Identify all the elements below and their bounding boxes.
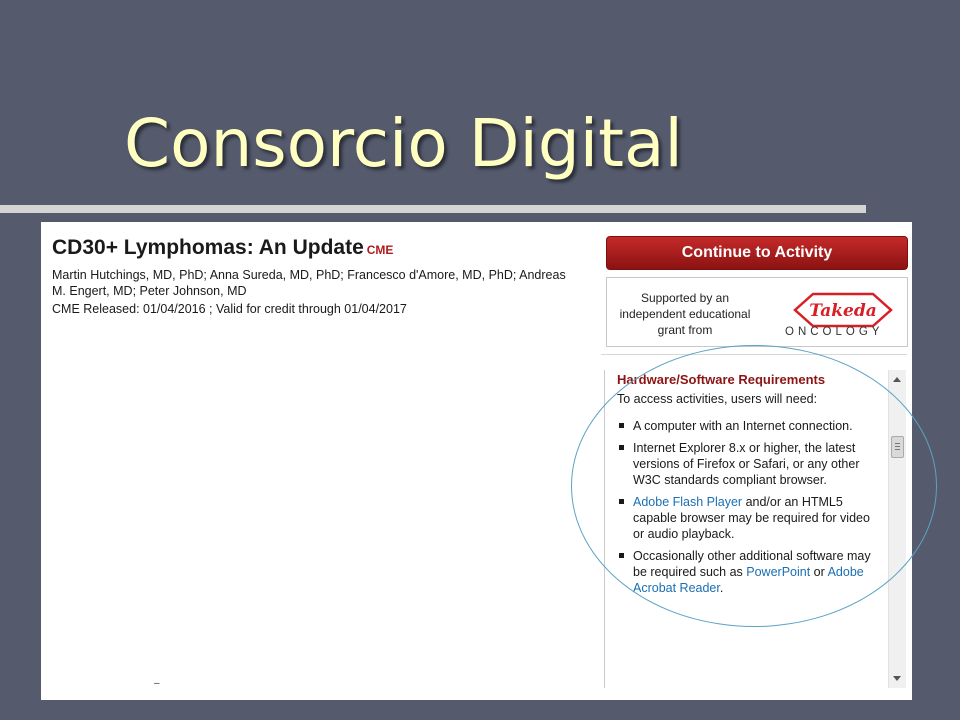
requirement-text: A computer with an Internet connection. [633,419,853,433]
powerpoint-link[interactable]: PowerPoint [746,565,811,579]
title-divider [0,205,866,213]
continue-to-activity-button[interactable]: Continue to Activity [606,236,908,270]
adobe-flash-link[interactable]: Adobe Flash Player [633,495,743,509]
release-info: CME Released: 01/04/2016 ; Valid for credit through 01/04/2017 [52,302,407,316]
activity-title-text: CD30+ Lymphomas: An Update [52,236,364,259]
support-box [606,277,908,347]
cme-badge: CME [366,243,394,257]
takeda-logo-text: Takeda [809,301,877,321]
oncology-subtext: ONCOLOGY [785,326,884,338]
scroll-down-icon[interactable] [893,676,901,681]
scroll-up-icon[interactable] [893,377,901,382]
requirements-title: Hardware/Software Requirements [617,372,826,387]
requirement-text: Internet Explorer 8.x or higher, the latest versions of Firefox or Safari, or any other W3C standards compliant browser. [633,441,860,487]
requirements-intro: To access activities, users will need: [617,392,818,406]
requirement-text: and/or an HTML5 capable browser may be required for video or audio playback. [633,495,870,541]
requirement-text: Occasionally other additional software may be required such as [633,549,871,579]
acrobat-reader-link[interactable]: Adobe Acrobat Reader [633,565,864,595]
highlight-ellipse [571,345,937,627]
slide-title: Consorcio Digital [124,105,683,182]
requirement-text: . [719,581,724,595]
activity-title [52,236,393,260]
support-text: Supported by an independent educational grant from [619,291,751,337]
dash-mark: – [154,678,160,689]
requirement-text: or [810,565,828,579]
authors-list: Martin Hutchings, MD, PhD; Anna Sureda, MD, PhD; Francesco d'Amore, MD, PhD; Andreas M. Engert, MD; Peter Johnson, MD [52,268,566,298]
